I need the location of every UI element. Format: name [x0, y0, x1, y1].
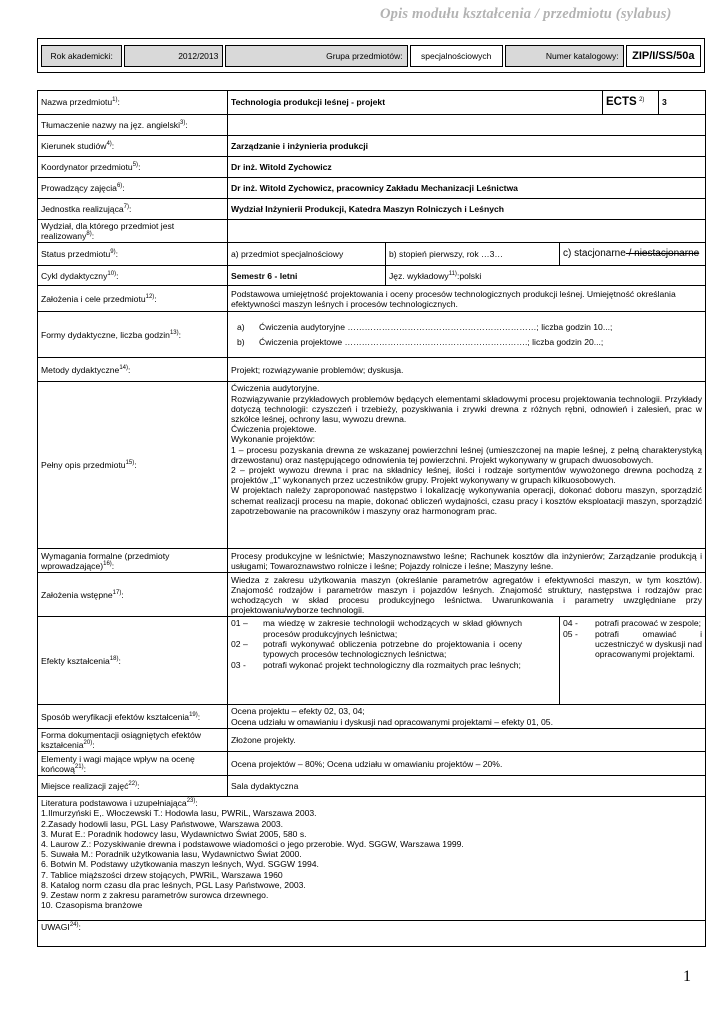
cycle-row [38, 266, 706, 286]
verification-label: Sposób weryfikacji efektów kształcenia$^{19)}$: [38, 705, 228, 728]
goals-label: Założenia i cele przedmiotu$^{12)}$: [38, 286, 228, 312]
prereq-label: Wymagania formalne (przedmioty wprowadzające)$^{16)}$: [38, 549, 228, 573]
documentation-row [38, 728, 706, 751]
translation-label: Tłumaczenie nazwy na jęz. angielski$^{3)}$: [38, 115, 228, 136]
outcome-item: 02 – potrafi wykonywać obliczenia potrzebne do projektowania i oceny typowych procesów technologicznych leśnictwa; [231, 639, 522, 660]
page-number: 1 [683, 968, 691, 985]
coordinator-row [38, 157, 706, 178]
header-bar [37, 38, 705, 73]
outcome-item: 05 - potrafi omawiać i uczestniczyć w dyskusji nad opracowanymi projektami. [563, 628, 703, 660]
remarks-cell: UWAGI$^{24)}$: [38, 921, 706, 947]
description-label: Pełny opis przedmiotu$^{15)}$: [38, 382, 228, 549]
ects-label: ECTS $^{2)}$ [603, 91, 659, 115]
coordinator-value: Dr inż. Witold Zychowicz [228, 157, 706, 178]
status-a: a) przedmiot specjalnościowy [228, 243, 386, 266]
verification-value [228, 705, 706, 728]
faculty-row [38, 220, 706, 243]
literature-item: 8. Katalog norm czasu dla prac leśnych, PGL Lasy Państwowe, 2003. [41, 879, 306, 890]
status-row [38, 243, 706, 266]
verification-line: Ocena projektu – efekty 02, 03, 04; [231, 706, 365, 717]
goals-row [38, 286, 706, 312]
outcomes-left [228, 617, 560, 705]
literature-item: 9. Zestaw norm z zakresu parametrów surowca drzewnego. [41, 890, 269, 901]
subject-name-value: Technologia produkcji leśnej - projekt [228, 91, 603, 115]
translation-row [38, 115, 706, 136]
status-label: Status przedmiotu$^{9)}$: [38, 243, 228, 266]
lecturers-label: Prowadzący zajęcia$^{6)}$: [38, 178, 228, 199]
assumptions-row [38, 573, 706, 617]
subject-name-label: Nazwa przedmiotu$^{1)}$: [38, 91, 228, 115]
cycle-label: Cykl dydaktyczny$^{10)}$: [38, 266, 228, 286]
description-line: 1 – procesu pozyskania drewna ze wskazanej powierzchni leśnej (umieszczonej na mapie leśnej, z pełną charakterystyką drzewostanu) oraz następującego odnowienia tej powierzchni. Projekt wykonywany w grupach dwuosobowych. [231, 444, 703, 465]
assumptions-value: Wiedza z zakresu użytkowania maszyn (określanie parametrów agregatów i efektywności maszyn, w tym kosztów). Znajomość rodzajów i parametrów maszyn i pojazdów leśnych. Znajomość struktury, następstwa i rodzajów prac wchodzących w skład procesu produkcyjnego leśnictwa. Uwarunkowania i parametry uwzględniane przy projektowaniu/wyborze technologii. [228, 573, 706, 617]
literature-item: 6. Botwin M. Podstawy użytkowania maszyn leśnych, Wyd. SGGW 1994. [41, 859, 319, 870]
weights-label: Elementy i wagi mające wpływ na ocenę końcową$^{21)}$: [38, 752, 228, 776]
coordinator-label: Koordynator przedmiotu$^{5)}$: [38, 157, 228, 178]
prereq-row [38, 549, 706, 573]
form-item: b) Ćwiczenia projektowe ……………………………………………………….; liczba godzin 20...; [237, 336, 604, 347]
description-line: Rozwiązywanie przykładowych problemów będących elementami składowymi procesu projektowania technologii. Przykłady dotyczą technologii: czyszczeń i trzebieży, pozyskiwania i zrywki drewna z różnych rębni, odnowień i zalesień, prac w szkółce leśnej, ochrony lasu, wywozu drewna. [231, 393, 703, 425]
outcome-item: 03 - potrafi wykonać projekt technologiczny dla rozmaitych prac leśnych; [231, 659, 521, 670]
language: Jęz. wykładowy$^{11)}$:polski [386, 266, 706, 286]
literature-item: 4. Laurow Z.: Pozyskiwanie drewna i podstawowe wiadomości o jego przerobie. Wyd. SGGW, Warszawa 1999. [41, 839, 464, 850]
place-label: Miejsce realizacji zajęć$^{22)}$: [38, 776, 228, 797]
goals-value: Podstawowa umiejętność projektowania i oceny procesów technologicznych produkcji leśnej. Umiejętność określania efektywności maszyn leśnych i procesów technologicznych. [228, 286, 706, 312]
methods-value: Projekt; rozwiązywanie problemów; dyskusja. [228, 358, 706, 382]
ects-value: 3 [659, 91, 706, 115]
assumptions-label: Założenia wstępne$^{17)}$: [38, 573, 228, 617]
academic-year-label: Rok akademicki: [41, 45, 122, 67]
catalog-value: ZIP/I/SS/50a [626, 45, 701, 67]
syllabus-table [37, 90, 706, 947]
description-line: Wykonanie projektów: [231, 434, 315, 445]
remarks-row [38, 921, 706, 947]
forms-value [228, 312, 706, 358]
outcomes-row [38, 617, 706, 705]
academic-year-value: 2012/2013 [124, 45, 223, 67]
description-line: Ćwiczenia audytoryjne. [231, 383, 320, 394]
forms-label: Formy dydaktyczne, liczba godzin$^{13)}$: [38, 312, 228, 358]
literature-row [38, 797, 706, 921]
outcome-item: 01 – ma wiedzę w zakresie technologii wchodzących w skład głównych procesów produkcyjnych leśnictwa; [231, 618, 522, 639]
description-line: 2 – projekt wywozu drewna i prac na składnicy leśnej, ilości i rodzaje sortymentów wywożonego drewna pochodzą z projektów „1” wykonanych przez uczestników grupy. Projekt wykonywany w grupach kilkuosobowych. [231, 465, 703, 486]
field-label: Kierunek studiów$^{4)}$: [38, 136, 228, 157]
description-line: Ćwiczenia projektowe. [231, 424, 317, 435]
subject-group-label: Grupa przedmiotów: [225, 45, 407, 67]
translation-value [228, 115, 706, 136]
field-value: Zarządzanie i inżynieria produkcji [228, 136, 706, 157]
unit-value: Wydział Inżynierii Produkcji, Katedra Maszyn Rolniczych i Leśnych [228, 199, 706, 220]
status-c: c) stacjonarne / niestacjonarne [560, 243, 706, 266]
outcome-item: 04 - potrafi pracować w zespole; [563, 618, 702, 629]
field-row [38, 136, 706, 157]
literature-item: 1.Ilmurzyński E,. Włoczewski T.: Hodowla lasu, PWRiL, Warszawa 2003. [41, 808, 317, 819]
verification-line: Ocena udziału w omawianiu i dyskusji nad opracowanymi projektami – efekty 01, 05. [231, 716, 553, 727]
document-title: Opis modułu kształcenia / przedmiotu (sylabus) [380, 6, 672, 22]
literature-item: 7. Tablice miąższości drzew stojących, PWRiL, Warszawa 1960 [41, 869, 283, 880]
catalog-label: Numer katalogowy: [505, 45, 624, 67]
literature-cell [38, 797, 706, 921]
outcomes-label: Efekty kształcenia$^{18)}$: [38, 617, 228, 705]
weights-row [38, 752, 706, 776]
literature-item: 10. Czasopisma branżowe [41, 900, 143, 911]
unit-row [38, 199, 706, 220]
description-value [228, 382, 706, 549]
lecturers-value: Dr inż. Witold Zychowicz, pracownicy Zakładu Mechanizacji Leśnictwa [228, 178, 706, 199]
form-item: a) Ćwiczenia audytoryjne …………………………………………………………; liczba godzin 10...; [237, 321, 613, 332]
lecturers-row [38, 178, 706, 199]
cycle-value: Semestr 6 - letni [228, 266, 386, 286]
subject-group-value: specjalnościowych [410, 45, 503, 67]
methods-label: Metody dydaktyczne$^{14)}$: [38, 358, 228, 382]
faculty-label: Wydział, dla którego przedmiot jest realizowany$^{8)}$: [38, 220, 228, 243]
description-line: W projektach należy zaproponować następstwo i lokalizację wykonywania operacji, dokonać doboru maszyn, sporządzić schemat realizacji procesu na mapie, dokonać obliczeń wydajności, czasu pracy i kosztów eksploatacji maszyn, sporządzić zapotrzebowanie na pracowników i maszyny oraz harmonogram prac. [231, 485, 703, 516]
prereq-value: Procesy produkcyjne w leśnictwie; Maszynoznawstwo leśne; Rachunek kosztów dla inżynierów; Zarządzanie produkcją i usługami; Towaroznawstwo rolnicze i leśne; Pojazdy rolnicze i leśne; Maszyny leśne. [228, 549, 706, 573]
verification-row [38, 705, 706, 728]
literature-item: 5. Suwała M.: Poradnik użytkowania lasu, Wydawnictwo Świat 2000. [41, 849, 302, 860]
methods-row [38, 358, 706, 382]
place-row [38, 776, 706, 797]
documentation-label: Forma dokumentacji osiągniętych efektów kształcenia$^{20)}$: [38, 728, 228, 751]
subject-name-row [38, 91, 706, 115]
description-row [38, 382, 706, 549]
place-value: Sala dydaktyczna [228, 776, 706, 797]
unit-label: Jednostka realizująca$^{7)}$: [38, 199, 228, 220]
literature-label: Literatura podstawowa i uzupełniająca$^{23)}$: [41, 798, 198, 809]
outcomes-right [560, 617, 706, 705]
forms-row [38, 312, 706, 358]
literature-item: 2.Zasady hodowli lasu, PGL Lasy Państwowe, Warszawa 2003. [41, 818, 284, 829]
literature-item: 3. Murat E.: Poradnik hodowcy lasu, Wydawnictwo Świat 2005, 580 s. [41, 828, 307, 839]
status-b: b) stopień pierwszy, rok …3… [386, 243, 560, 266]
weights-value: Ocena projektów – 80%; Ocena udziału w omawianiu projektów – 20%. [228, 752, 706, 776]
faculty-value [228, 220, 706, 243]
documentation-value: Złożone projekty. [228, 728, 706, 751]
